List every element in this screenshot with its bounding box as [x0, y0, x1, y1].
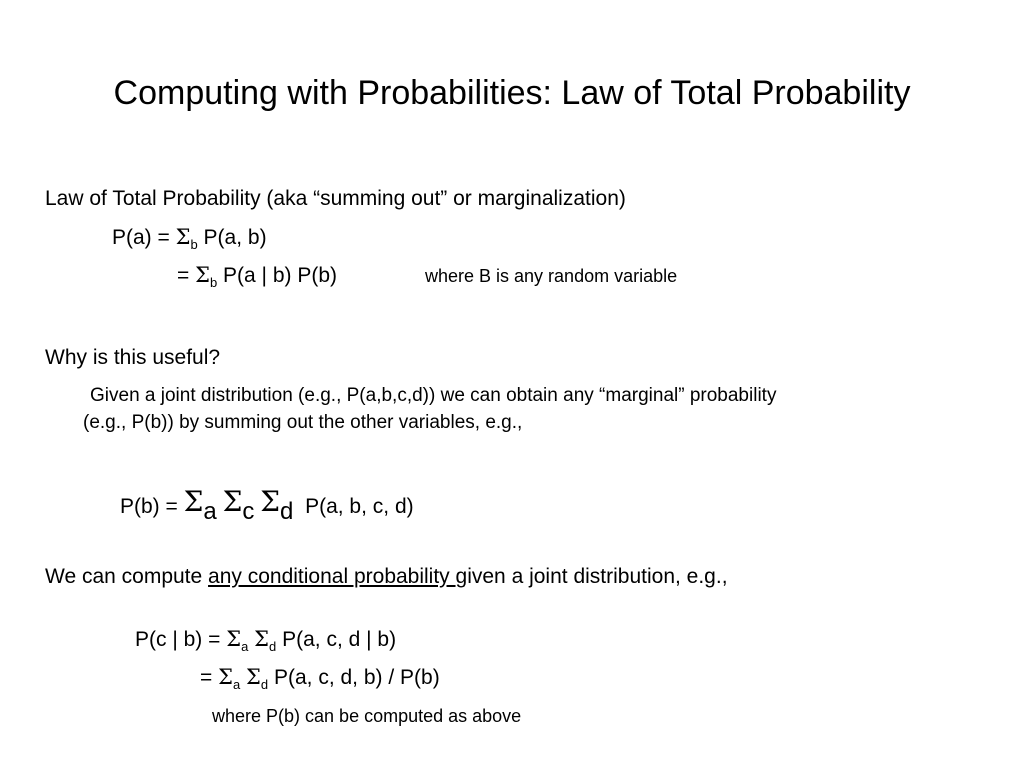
sigma-subscript: b: [190, 237, 198, 252]
equation-lhs: P(a) =: [112, 226, 176, 249]
equation-marginal-sum: [112, 225, 267, 252]
equation-lhs: =: [177, 264, 196, 287]
conditional-heading: [45, 566, 728, 587]
conditional-underlined-phrase: any conditional probability: [208, 565, 456, 588]
why-heading: Why is this useful?: [45, 346, 221, 369]
equation-rhs: P(a, c, d, b) / P(b): [268, 666, 440, 689]
sigma-subscript-d: d: [280, 498, 294, 525]
pb-computation-note: where P(b) can be computed as above: [212, 706, 522, 726]
sigma-symbol: Σ: [175, 225, 191, 249]
law-heading: Law of Total Probability (aka “summing out” or marginalization): [45, 187, 626, 210]
equation-pb-marginal: [120, 485, 414, 525]
slide-title: Computing with Probabilities: Law of Total Probability: [113, 74, 911, 112]
sigma-subscript-d: d: [269, 639, 277, 654]
equation-joint-over-pb: [200, 665, 440, 692]
sigma-subscript-a: a: [232, 677, 241, 692]
equation-lhs: P(c | b) =: [135, 628, 227, 651]
conditional-suffix: given a joint distribution, e.g.,: [455, 565, 728, 588]
sigma-symbol: Σ: [218, 665, 233, 689]
sigma-symbol: Σ: [260, 485, 281, 518]
equation-lhs: P(b) =: [120, 495, 184, 518]
sigma-subscript-c: c: [242, 498, 255, 525]
equation-rhs: P(a, b): [197, 226, 267, 249]
sigma-symbol: Σ: [183, 485, 204, 518]
equation-rhs: P(a, b, c, d): [299, 495, 414, 518]
sigma-symbol: Σ: [254, 627, 270, 651]
equation-rhs: P(a, c, d | b): [276, 628, 397, 651]
why-explanation-line-1: Given a joint distribution (e.g., P(a,b,c,d)) we can obtain any “marginal” probability: [90, 385, 777, 406]
why-explanation-line-2: (e.g., P(b)) by summing out the other variables, e.g.,: [83, 412, 523, 433]
equation-conditional-given-b: [135, 627, 397, 654]
sigma-symbol: Σ: [222, 485, 243, 518]
sigma-symbol: Σ: [195, 263, 210, 287]
sigma-symbol: Σ: [226, 627, 242, 651]
equation-conditional-sum: [177, 263, 338, 290]
sigma-symbol: Σ: [246, 665, 261, 689]
random-variable-note: where B is any random variable: [425, 266, 678, 286]
sigma-subscript-d: d: [260, 677, 269, 692]
sigma-subscript: b: [209, 275, 218, 290]
sigma-subscript-a: a: [203, 498, 217, 525]
sigma-subscript-a: a: [241, 639, 249, 654]
conditional-prefix: We can compute: [45, 565, 209, 588]
equation-rhs: P(a | b) P(b): [217, 264, 338, 287]
equation-lhs: =: [200, 666, 219, 689]
